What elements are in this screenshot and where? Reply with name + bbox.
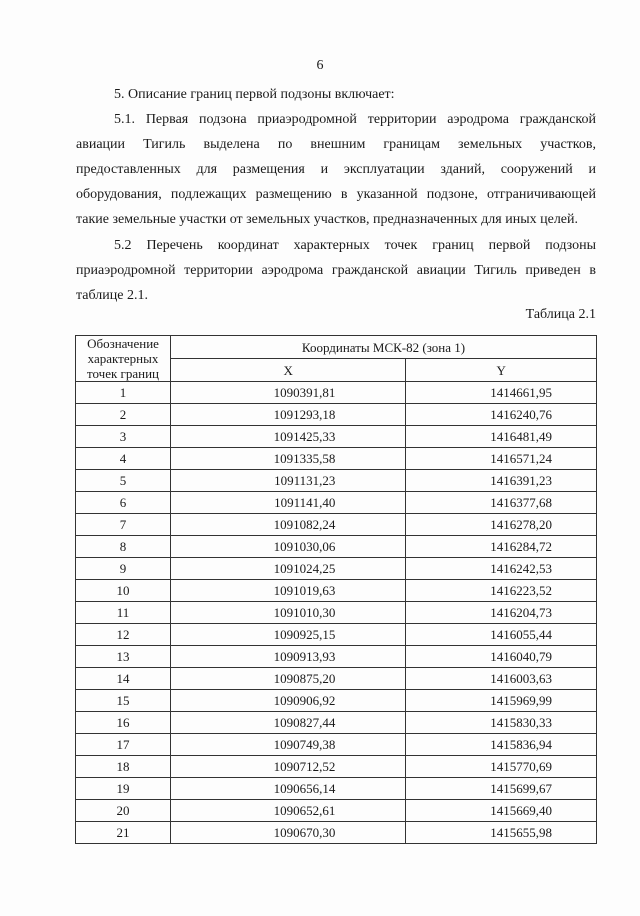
point-number-cell: 1 bbox=[76, 382, 171, 404]
x-coordinate-cell: 1091425,33 bbox=[171, 426, 406, 448]
header-point-label: Обозначение характерных точек границ bbox=[76, 336, 171, 382]
y-coordinate-cell: 1415770,69 bbox=[406, 756, 597, 778]
table-row bbox=[76, 404, 597, 426]
point-number-cell: 4 bbox=[76, 448, 171, 470]
y-coordinate-cell: 1416055,44 bbox=[406, 624, 597, 646]
y-coordinate-cell: 1416003,63 bbox=[406, 668, 597, 690]
table-row bbox=[76, 448, 597, 470]
table-row bbox=[76, 690, 597, 712]
table-row bbox=[76, 382, 597, 404]
x-coordinate-cell: 1090670,30 bbox=[171, 822, 406, 844]
point-number-cell: 10 bbox=[76, 580, 171, 602]
y-coordinate-cell: 1414661,95 bbox=[406, 382, 597, 404]
table-row bbox=[76, 800, 597, 822]
point-number-cell: 7 bbox=[76, 514, 171, 536]
x-coordinate-cell: 1090913,93 bbox=[171, 646, 406, 668]
paragraph-5-1: 5.1. Первая подзона приаэродромной территории аэродрома гражданской авиации Тигиль выделена по внешним границам земельных участков, предоставленных для размещения и эксплуатации зданий, сооружений и оборудования, подлежащих размещению в указанной подзоне, отграничивающей такие земельные участки от земельных участков, предназначенных для иных целей. bbox=[76, 112, 596, 227]
point-number-cell: 12 bbox=[76, 624, 171, 646]
y-coordinate-cell: 1416377,68 bbox=[406, 492, 597, 514]
y-coordinate-cell: 1416278,20 bbox=[406, 514, 597, 536]
table-row bbox=[76, 734, 597, 756]
table-body bbox=[76, 382, 597, 844]
y-coordinate-cell: 1415655,98 bbox=[406, 822, 597, 844]
table-caption: Таблица 2.1 bbox=[525, 307, 596, 322]
point-number-cell: 3 bbox=[76, 426, 171, 448]
point-number-cell: 9 bbox=[76, 558, 171, 580]
header-y: Y bbox=[406, 359, 597, 382]
y-coordinate-cell: 1416481,49 bbox=[406, 426, 597, 448]
y-coordinate-cell: 1415969,99 bbox=[406, 690, 597, 712]
table-row bbox=[76, 426, 597, 448]
table-row bbox=[76, 822, 597, 844]
y-coordinate-cell: 1416223,52 bbox=[406, 580, 597, 602]
table-row bbox=[76, 470, 597, 492]
point-number-cell: 6 bbox=[76, 492, 171, 514]
y-coordinate-cell: 1416204,73 bbox=[406, 602, 597, 624]
y-coordinate-cell: 1416040,79 bbox=[406, 646, 597, 668]
header-coordinate-system: Координаты МСК-82 (зона 1) bbox=[171, 336, 597, 359]
table-row bbox=[76, 580, 597, 602]
point-number-cell: 11 bbox=[76, 602, 171, 624]
y-coordinate-cell: 1415699,67 bbox=[406, 778, 597, 800]
table-row bbox=[76, 646, 597, 668]
table-row bbox=[76, 558, 597, 580]
table-row bbox=[76, 668, 597, 690]
point-number-cell: 17 bbox=[76, 734, 171, 756]
y-coordinate-cell: 1416571,24 bbox=[406, 448, 597, 470]
y-coordinate-cell: 1416240,76 bbox=[406, 404, 597, 426]
point-number-cell: 18 bbox=[76, 756, 171, 778]
point-number-cell: 15 bbox=[76, 690, 171, 712]
table-row bbox=[76, 778, 597, 800]
point-number-cell: 20 bbox=[76, 800, 171, 822]
point-number-cell: 19 bbox=[76, 778, 171, 800]
y-coordinate-cell: 1415836,94 bbox=[406, 734, 597, 756]
x-coordinate-cell: 1090749,38 bbox=[171, 734, 406, 756]
page-number: 6 bbox=[316, 58, 324, 73]
point-number-cell: 21 bbox=[76, 822, 171, 844]
y-coordinate-cell: 1415830,33 bbox=[406, 712, 597, 734]
x-coordinate-cell: 1090906,92 bbox=[171, 690, 406, 712]
x-coordinate-cell: 1091024,25 bbox=[171, 558, 406, 580]
x-coordinate-cell: 1090652,61 bbox=[171, 800, 406, 822]
section-heading: 5. Описание границ первой подзоны включает: bbox=[114, 87, 395, 102]
x-coordinate-cell: 1091141,40 bbox=[171, 492, 406, 514]
x-coordinate-cell: 1091131,23 bbox=[171, 470, 406, 492]
x-coordinate-cell: 1091019,63 bbox=[171, 580, 406, 602]
paragraph-5-2: 5.2 Перечень координат характерных точек границ первой подзоны приаэродромной территории аэродрома гражданской авиации Тигиль приведен в таблице 2.1. bbox=[76, 238, 596, 303]
coordinates-table bbox=[75, 335, 597, 844]
y-coordinate-cell: 1416284,72 bbox=[406, 536, 597, 558]
x-coordinate-cell: 1090875,20 bbox=[171, 668, 406, 690]
y-coordinate-cell: 1415669,40 bbox=[406, 800, 597, 822]
x-coordinate-cell: 1090712,52 bbox=[171, 756, 406, 778]
table-row bbox=[76, 536, 597, 558]
point-number-cell: 5 bbox=[76, 470, 171, 492]
x-coordinate-cell: 1090925,15 bbox=[171, 624, 406, 646]
point-number-cell: 16 bbox=[76, 712, 171, 734]
x-coordinate-cell: 1091293,18 bbox=[171, 404, 406, 426]
header-x: X bbox=[171, 359, 406, 382]
x-coordinate-cell: 1090656,14 bbox=[171, 778, 406, 800]
x-coordinate-cell: 1090391,81 bbox=[171, 382, 406, 404]
point-number-cell: 13 bbox=[76, 646, 171, 668]
table-row bbox=[76, 624, 597, 646]
table-row bbox=[76, 712, 597, 734]
x-coordinate-cell: 1090827,44 bbox=[171, 712, 406, 734]
table-row bbox=[76, 492, 597, 514]
point-number-cell: 8 bbox=[76, 536, 171, 558]
x-coordinate-cell: 1091082,24 bbox=[171, 514, 406, 536]
point-number-cell: 14 bbox=[76, 668, 171, 690]
x-coordinate-cell: 1091335,58 bbox=[171, 448, 406, 470]
x-coordinate-cell: 1091030,06 bbox=[171, 536, 406, 558]
x-coordinate-cell: 1091010,30 bbox=[171, 602, 406, 624]
table-row bbox=[76, 602, 597, 624]
point-number-cell: 2 bbox=[76, 404, 171, 426]
y-coordinate-cell: 1416391,23 bbox=[406, 470, 597, 492]
table-row bbox=[76, 514, 597, 536]
y-coordinate-cell: 1416242,53 bbox=[406, 558, 597, 580]
table-row bbox=[76, 756, 597, 778]
